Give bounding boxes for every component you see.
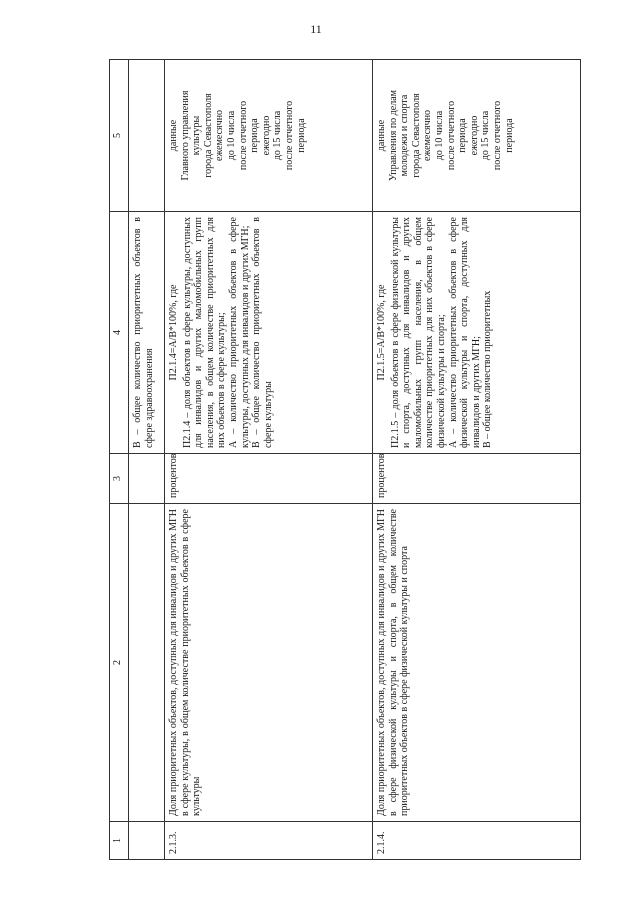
indicator-name: Доля приоритетных объектов, доступных для инвалидов и других МГН в сфере физической культуры и спорта, в общем количестве приоритетных объектов в сфере физической культуры и спорта [373,504,581,822]
source-line: периода [249,118,261,153]
source-line: до 10 числа [433,110,445,161]
continuation-method-text: В – общее количество приоритетных объектов в сфере здравоохранения [129,212,165,454]
row-number: 2.1.3. [165,822,373,860]
source-line: данные [376,119,387,152]
source-line: ежегодно [468,115,480,156]
source-line: Управления по делам [387,90,399,181]
source-line: города Севастополя [202,93,214,178]
table-header-row [110,60,129,860]
page-number: 11 [310,22,322,36]
source-line: периода [457,118,469,153]
continuation-cell-1 [129,822,165,860]
source-line: Главного управления [179,90,191,181]
table-row [373,60,581,860]
source-line: молодежи и спорта [399,94,411,177]
source-line: данные [168,119,179,152]
continuation-cell-3 [129,454,165,504]
rotated-table-container [109,60,581,860]
source-line: культуры [191,115,203,156]
unit: процентов [165,454,373,504]
source-line: после отчетного [445,100,457,171]
indicator-name: Доля приоритетных объектов, доступных для инвалидов и других МГН в сфере культуры, в общем количестве приоритетных объектов в сфере культуры [165,504,373,822]
source-line: периода [295,118,307,153]
indicators-table [109,59,581,860]
source-line: после отчетного [237,100,249,171]
method-line: В – общее количество приоритетных [482,290,494,448]
calculation-method [373,212,581,454]
method-line: А – количество приоритетных объектов в сфере физической культуры и спорта, доступных для инвалидов и других МГН; [447,217,482,448]
source-line: до 15 числа [272,110,284,161]
header-col-2: 2 [110,504,129,822]
source-line: города Севастополя [410,93,422,178]
source-line: до 10 числа [225,110,237,161]
source-line: периода [503,118,515,153]
header-col-1: 1 [110,822,129,860]
table-row [165,60,373,860]
continuation-cell-5 [129,60,165,212]
method-line: П2.1.4 – доля объектов в сфере культуры, доступных для инвалидов и других маломобильных групп населения, в общем количестве приоритетных для них объектов в сфере культуры; [181,217,228,448]
method-line: В – общее количество приоритетных объектов в сфере культуры [251,217,274,448]
continuation-cell-2 [129,504,165,822]
method-line: А – количество приоритетных объектов в сфере культуры, доступных для инвалидов и других МГН; [227,217,251,448]
data-source [165,60,373,212]
source-line: ежемесячно [422,109,434,162]
source-line: ежемесячно [214,109,226,162]
header-col-5: 5 [110,60,129,212]
unit: процентов [373,454,581,504]
source-line: после отчетного [283,100,295,171]
formula: П2.1.4=А/В*100%, где [168,284,179,381]
formula: П2.1.5=А/В*100%, где [376,284,387,381]
data-source [373,60,581,212]
source-line: ежегодно [260,115,272,156]
row-number: 2.1.4. [373,822,581,860]
method-line: П2.1.5 – доля объектов в сфере физической культуры и спорта, доступных для инвалидов и других маломобильных групп населения, в общем количестве приоритетных для них объектов в сфере физической культуры и спорта; [389,217,447,448]
calculation-method [165,212,373,454]
source-line: после отчетного [491,100,503,171]
header-col-3: 3 [110,454,129,504]
continuation-row [129,60,165,860]
source-line: до 15 числа [480,110,492,161]
header-col-4: 4 [110,212,129,454]
